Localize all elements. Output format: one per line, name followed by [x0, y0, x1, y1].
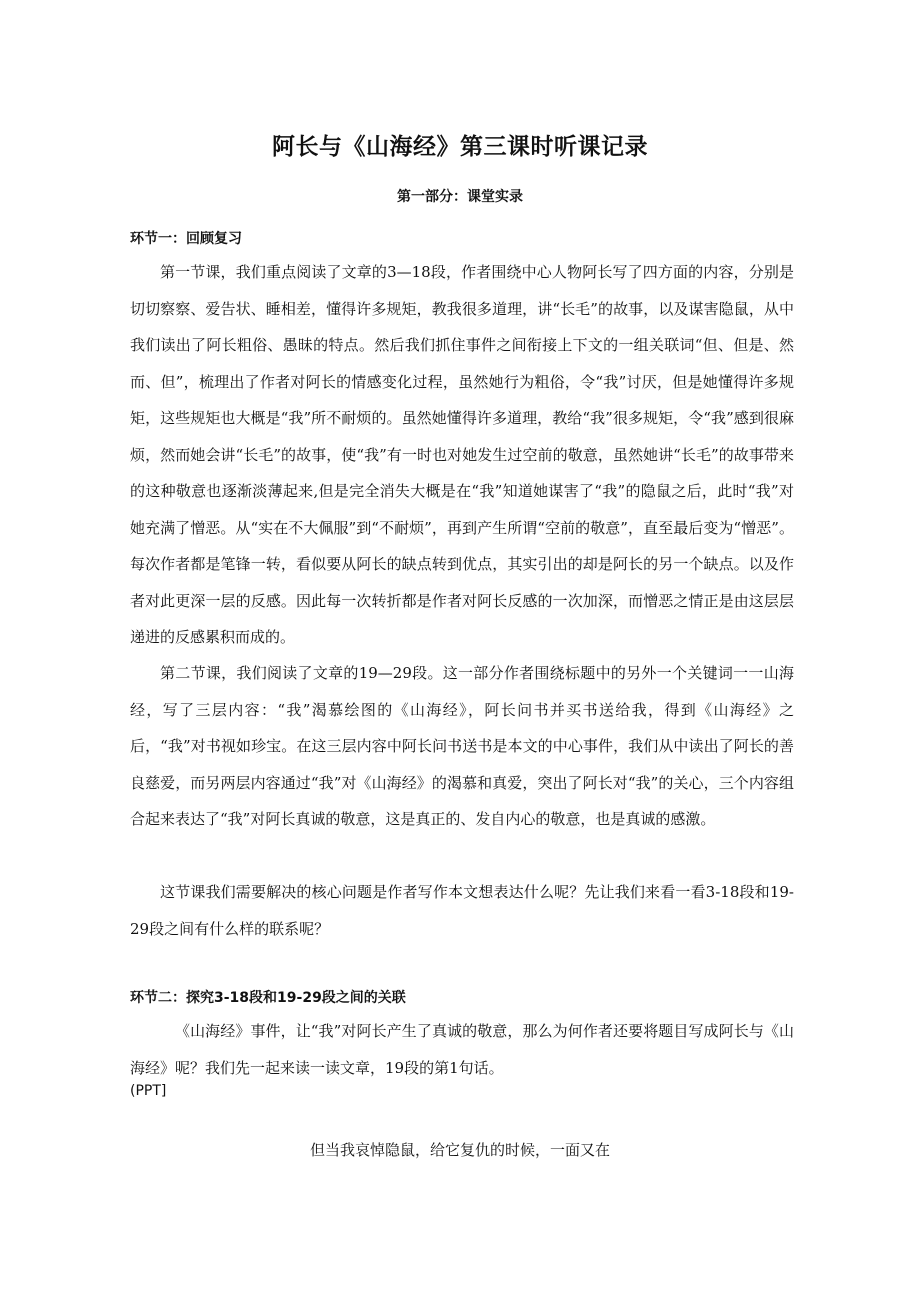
part-subtitle: 第一部分：课堂实录: [397, 189, 523, 205]
section1-paragraph-3: 这节课我们需要解决的核心问题是作者写作本文想表达什么呢？先让我们来看一看3-18段和19-29段之间有什么样的联系呢？: [130, 883, 794, 938]
section2-paragraph: 《山海经》事件，让“我”对阿长产生了真诚的敬意，那么为何作者还要将题目写成阿长与《山海经》呢？我们先一起来读一读文章，19段的第1句话。: [130, 1022, 794, 1077]
section1-heading: 环节一：回顾复习: [130, 231, 242, 247]
ppt-label: (PPT]: [130, 1083, 167, 1099]
ppt-quote: 但当我哀悼隐鼠，给它复仇的时候，一面又在: [309, 1141, 610, 1159]
section2-heading: 环节二：探究3-18段和19-29段之间的关联: [130, 990, 406, 1006]
section1-paragraph-2: 第二节课，我们阅读了文章的19—29段。这一部分作者围绕标题中的另外一个关键词一一山海经，写了三层内容：“我”渴慕绘图的《山海经》，阿长问书并买书送给我，得到《山海经》之后，“我”对书视如珍宝。在这三层内容中阿长问书送书是本文的中心事件，我们从中读出了阿长的善良慈爱，而另两层内容通过“我”对《山海经》的渴慕和真爱，突出了阿长对“我”的关心，三个内容组合起来表达了“我”对阿长真诚的敬意，这是真正的、发自内心的敬意，也是真诚的感激。: [130, 664, 794, 828]
document-title: 阿长与《山海经》第三课时听课记录: [272, 134, 648, 160]
section1-paragraph-1: 第一节课，我们重点阅读了文章的3—18段，作者围绕中心人物阿长写了四方面的内容，分别是切切察察、爱告状、睡相差，懂得许多规矩，教我很多道理，讲“长毛”的故事，以及谋害隐鼠，从中我们读出了阿长粗俗、愚昧的特点。然后我们抓住事件之间衔接上下文的一组关联词“但、但是、然而、但”，梳理出了作者对阿长的情感变化过程，虽然她行为粗俗，令“我”讨厌，但是她懂得许多规矩，这些规矩也大概是“我”所不耐烦的。虽然她懂得许多道理，教给“我”很多规矩，令“我”感到很麻烦，然而她会讲“长毛”的故事，使“我”有一时也对她发生过空前的敬意，虽然她讲“长毛”的故事带来的这种敬意也逐渐淡薄起来,但是完全消失大概是在“我”知道她谋害了“我”的隐鼠之后，此时“我”对她充满了憎恶。从“实在不大佩服”到“不耐烦”，再到产生所谓“空前的敬意”，直至最后变为“憎恶”。每次作者都是笔锋一转，看似要从阿长的缺点转到优点，其实引出的却是阿长的另一个缺点。以及作者对此更深一层的反感。因此每一次转折都是作者对阿长反感的一次加深，而憎恶之情正是由这层层递进的反感累积而成的。: [130, 263, 794, 646]
